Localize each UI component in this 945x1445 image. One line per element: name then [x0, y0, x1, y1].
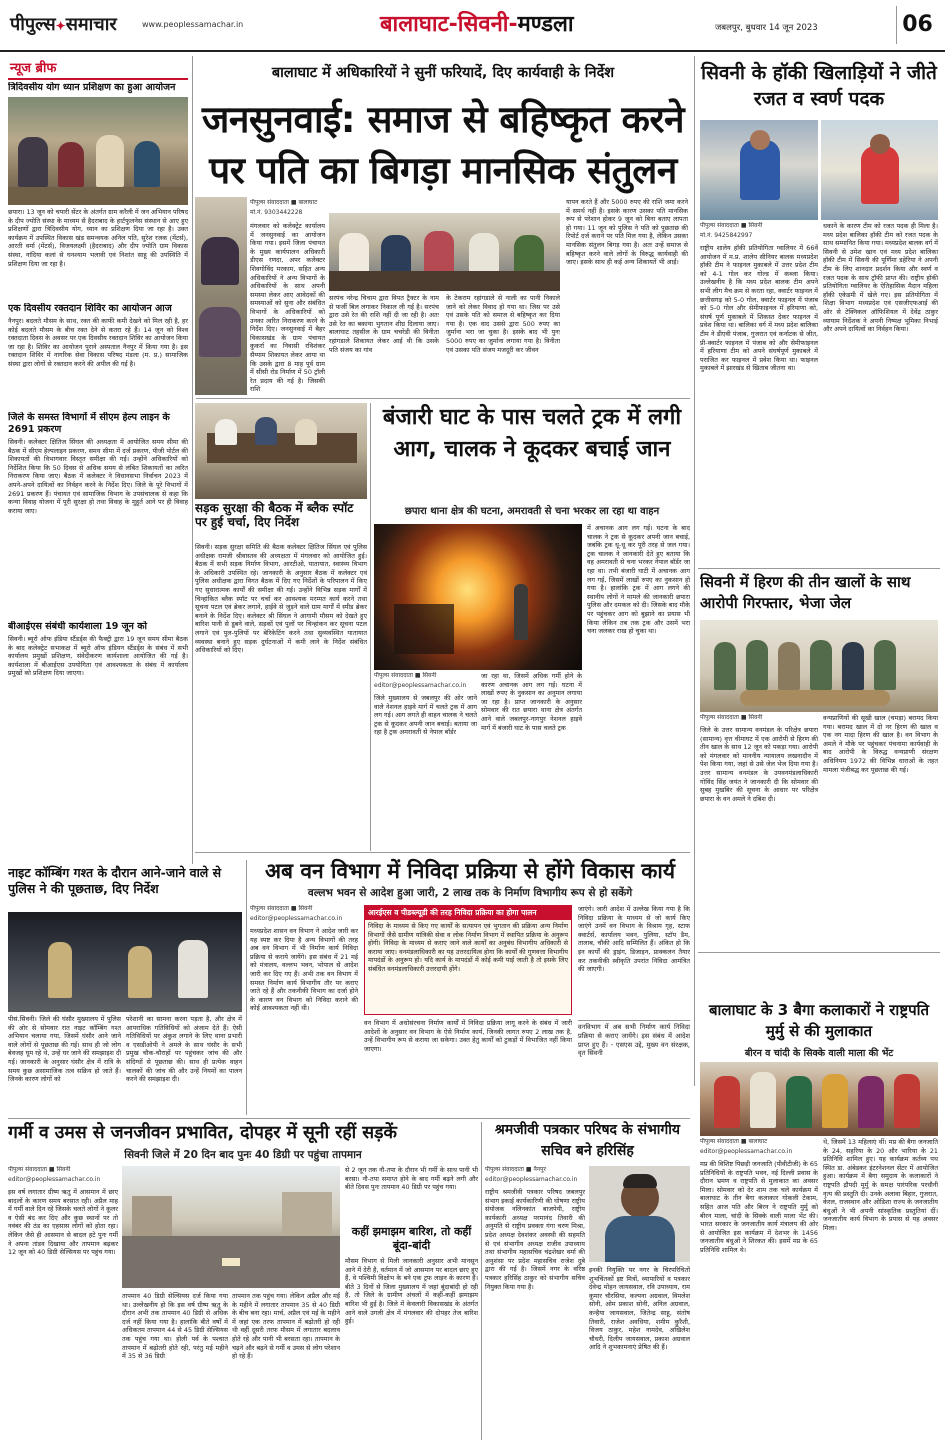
hockey-col1: राष्ट्रीय शालेय हॉकी प्रतियोगिता ग्वालियर में 66वें आयोजन में म.प्र. शालेय सीनियर बालक मध्यप्रदेश हॉकी टीम ने फाइनल मुकाबले में उत्तर प्रदेश टीम को 4-1 गोल कर गोल्ड में कब्जा किया। उल्लेखनीय है कि मध्य प्रदेश बालक टीम अपने सभी लीग मैच क्रम से करता रहा, क्वार्टर फाइनल में छत्तीसगढ़ को 5-0 गोल, क्वार्टर फाइनल में पंजाब को 5-0 गोल और सेमीफाइनल में हरियाणा को, संघर्ष पूर्ण मुकाबले में शिकस्त देकर फाइनल में प्रवेश किया था। बालिका वर्ग में मध्य प्रदेश बालिका टीम ने डीएवी पंजाब, गुजरात एवं कर्नाटक से जीत, प्री-क्वार्टर फाइनल में पंजाब को और सेमीफाइनल में हरियाणा टीम को अपने संघर्षपूर्ण मुकाबले में पराजित कर फाइनल में प्रवेश किया था। फाइनल मुकाबले में झारखंड से खिताब जीतना था।: [700, 244, 818, 373]
hockey-photo-left: [700, 120, 818, 220]
night-combing-col2: परेशानी का सामना करना पड़ता है, और क्षेत्र में आपराधिक गतिविधियों को अंजाम देते हैं। ऐसी गतिविधियों पर अंकुश लगाने के लिए थाना प्रभारी व एसडीओपी ने अमले के साथ घंसौर के सभी प्रमुख चौक-चौराहों पर पहुंचकर जांच की और संदिग्धों से पूछताछ की। साथ ही प्रत्येक वाहन चालकों की जांच की और उन्हें नियमों का पालन करने की समझाइश दी।: [126, 1015, 242, 1084]
fire-subhead: छपारा थाना क्षेत्र की घटना, अमरावती से चना भरकर ला रहा था वाहन: [404, 506, 660, 517]
baiga-byline: पीपुल्स संवाददाता ■ बालाघाट: [700, 1138, 768, 1145]
baiga-col2: थे, जिसमें 13 महिलाएं थीं। मप्र की बैगा जनजाति के 24, सहरिया के 20 और भारिया के 21 प्रतिनिधि शामिल हुए। यह कार्यक्रम कर्तव्य पथ स्थित डा. अंबेडकर इंटरनेशनल सेंटर में आयोजित हुआ। कार्यक्रम में बैगा समुदाय के कलाकारों ने राष्ट्रपति द्रौपदी मुर्मु के समक्ष पारंपरिक परधौनी नृत्य की प्रस्तुति दी। उनके अलावा बिहार, गुजरात, केरल, राजस्थान और ओडिशा राज्य के जनजातीय बंधुओं ने भी अपनी सांस्कृतिक प्रस्तुतियां दीं। जनजातीय कार्य विभाग के प्रयास से यह अवसर मिला।: [823, 1138, 938, 1232]
hockey-photo-right: [821, 120, 938, 220]
brief-item3-headline: जिले के समस्त विभागों में सीएम हेल्प लाइन के 2691 प्रकरण: [8, 412, 170, 435]
night-combing-divider: [246, 860, 247, 1115]
forest-highlight-box: [364, 905, 572, 1015]
baiga-email: editor@peoplessamachar.co.in: [700, 1148, 793, 1155]
journalist-col1: राष्ट्रीय श्रमजीवी पत्रकार परिषद जबलपुर संभाग इकाई कार्यकारिणी की घोषणा राष्ट्रीय संयोजक नलिनकांत बाजपेयी, राष्ट्रीय कार्यकारी अध्यक्ष परमानंद तिवारी की अनुमति से राष्ट्रीय प्रवक्ता गंगा चरण मिश्रा, प्रदेश अध्यक्ष देवशंकर अवस्थी की सहमति से एवं संभागीय अध्यक्ष राजीव उपाध्याय तथा संभागीय महासचिव चंद्रशेखर वर्मा की अनुशंसा पर प्रदेश महासचिव राजेश दुबे द्वारा की गई है। जिसमें नगर के वरिष्ठ पत्रकार हरिसिंह ठाकुर को संभागीय सचिव नियुक्त किया गया है।: [485, 1188, 585, 1291]
forest-subhead: वल्लभ भवन से आदेश हुआ जारी, 2 लाख तक के निर्माण विभागीय रूप से हो सकेंगे: [307, 887, 633, 899]
night-patrol-photo: [8, 912, 242, 1012]
journalist-headline: श्रमजीवी पत्रकार परिषद के संभागीय सचिव बने हरिसिंह: [494, 1122, 681, 1159]
brief-item2-body: नैनपुर। बदलते मौसम के साथ, रक्त की काफी कमी देखने को मिल रही है, हर कोई बदलते मौसम के बीच रक्त देने से कतरा रहे हैं। 14 जून को विश्व रक्तदाता दिवस के अवसर पर एक दिवसीय रक्तदान शिविर का आयोजन किया जा रहा है। शिविर का आयोजन पुराने अस्पताल नैनपुर में किया गया है। इस रक्तदान शिविर में नागरिक सेवा विकास परिषद मंडला (म. प्र.) सामाजिक संस्था द्वारा लोगों से रक्तदान करने की अपील की गई है।: [8, 317, 188, 368]
forest-quote: वनविभाग में अब सभी निर्माण कार्य निविदा प्रक्रिया से कराए जायेंगे। इस संबंध में आदेश प्राप्त हुए हैं। - एसएस उद्दे, मुख्य वन संरक्षक, वृत सिवनी: [578, 1023, 690, 1058]
brief-item1-headline: त्रिदिवसीय योग ध्यान प्रशिक्षण का हुआ आयोजन: [8, 82, 176, 93]
right-column-divider: [694, 56, 695, 1086]
fire-col2: जा रहा था, जिसमें अधिक गर्मी होने के कारण अचानक आग लग गई। घटना में लाखों रुपए के नुकसान का अनुमान लगाया जा रहा है। प्राप्त जानकारी के अनुसार सोमवार की रात छपारा थाना क्षेत्र अंतर्गत आने वाले जबलपुर-नागपुर नेशनल हाइवे मार्ग में बंजारी घाट के पास चलते ट्रक: [481, 672, 582, 732]
lead-col4: यापन करते हैं और 5000 रुपए की राशि जमा करने में समर्थ नहीं है। इसके कारण उसका पति मानसिक रूप से परेशान होकर 9 जून को बिना बताए लापता हो गया। 11 जून को पुलिस ने पति को पूछताछ की रिपोर्ट दर्ज कराने पर पति मिल गया है, लेकिन उसका मानसिक संतुलन बिगड़ गया है। अतः उन्हें समाज से बहिष्कृत करने वाले लोगों के विरुद्ध कार्यवाही की जाए। इसके साथ ही कई अन्य शिकायतें भी आईं।: [566, 198, 688, 267]
journalist-col2: इनकी नियुक्ति पर नगर के चिरपरिचितों शुभचिंतकों इष्ट मित्रों, व्यापारियों व पत्रकार देवेन्द्र मोहन जायसवाल, रवि उपाध्याय, राम कुमार चौरसिया, कल्पना अग्रवाल, विमलेश सोनी, ओम प्रकाश सोनी, अनिल अग्रवाल, कन्हैया जायसवाल, जितेन्द्र साहू, संतोष तिवारी, राजेश अवधिया, शमीम कुरैशी, विजय ठाकुर, महेश नामदेव, अखिलेश चौधरी, दिलीप जायसवाल, प्रकाश अग्रवाल आदि ने शुभकामनाएं प्रेषित की हैं।: [589, 1266, 690, 1352]
brief-item1-body: छपारा। 13 जून को चपारी सेंटर के अंतर्गत ग्राम करैली में जन अभियान परिषद के दीप ज्योति संस्था के माध्यम से हैदराबाद के हार्टफुलनेस संस्थान से आए हुए प्रशिक्षणों द्वारा त्रिदिवसीय योग, ध्यान का प्रशिक्षण दिया जा रहा है। उक्त कार्यक्रम में उपस्थित विकास खंड समन्वयक अनिल पति, सुरेश रजक (मेंटर्स), आरती वर्मा (मेंटर्स), विजयलक्ष्मी (हैदराबाद) और दीप ज्योति ग्राम विकास संस्था, नांदिया कलां से घनश्याम भलावी एवं निशांत साहू की उपस्थिति में प्रशिक्षण दिया जा रहा है।: [8, 208, 188, 268]
news-brief-column: [8, 56, 188, 861]
baiga-col1: मप्र की विशिष्ट पिछड़ी जनजाति (पीवीटीजी) के 65 प्रतिनिधियों के राष्ट्रपति भवन, नई दिल्ली प्रवास के दौरान भ्रमण व राष्ट्रपति से मुलाकात का अवसर मिला। सोमवार को देर शाम तक चले कार्यक्रम में बालाघाट के तीन बैगा कलाकार गोकली टेकाम, सहित आज पति और बिरन ने राष्ट्रपति मुर्मु को बीरन माला, चांदी के सिक्के वाली माला भेंट की। भारत सरकार के जनजातीय कार्य मंत्रालय की ओर से आयोजित इस कार्यक्रम में देशभर के 1456 जनजातीय बंधुओं ने शिरकत की। इसमें मप्र के 65 प्रतिनिधि शामिल थे।: [700, 1160, 818, 1254]
fire-col1: जिले मुख्यालय से जबलपुर की ओर जाने वाले नेशनल हाइवे मार्ग में चलते ट्रक में आग लग गई। आग लगते ही वाहन चालक ने चलते ट्रक से कूदकर अपनी जान बचाई। बताया जा रहा है ट्रक अमरावती से नेपाल बॉर्डर: [374, 694, 477, 737]
lead-col3: के टेकराम रहांगडाले से नाली का पानी निकाले जाने को लेकर विवाद हो गया था। जिस पर उसे एवं उसके पति को समाज से बहिष्कृत कर दिया गया है। एक वाद उससे द्वारा 500 रुपए का जुर्माना भरा जा चुका है। इसके बाद भी पुनः 5000 रुपए का जुर्माना लगाया गया है। विनीता एवं उसका पति संजय मजदूरी कर जीवन: [446, 294, 560, 354]
fire-bottom-rule: [195, 852, 690, 853]
journalist-byline: पीपुल्स संवाददाता ■ नैनपुर: [485, 1166, 546, 1173]
fire-email: editor@peoplessamachar.co.in: [374, 682, 467, 689]
deer-arrest-photo: [700, 620, 938, 712]
hockey-headline: सिवनी के हॉकी खिलाड़ियों ने जीते रजत व स्वर्ण पदक: [701, 62, 937, 110]
hockey-bottom-rule: [698, 568, 940, 569]
lead-headline: जनसुनवाई: समाज से बहिष्कृत करने पर पति का बिगड़ा मानसिक संतुलन: [201, 98, 685, 192]
section-title: [380, 8, 574, 38]
baiga-headline: बालाघाट के 3 बैगा कलाकारों ने राष्ट्रपति मुर्मु से की मुलाकात: [708, 1001, 930, 1040]
night-combing-headline: नाइट कॉम्बिंग गश्त के दौरान आने-जाने वाले से पुलिस ने की पूछताछ, दिए निर्देश: [8, 865, 222, 896]
lead-col2: सरपंच नरेन्द्र चिचाम द्वारा विपत ट्रैक्टर के नाम से फर्जी बिल लगाकर निकाल ली गई है। सरपंच द्वारा उसे रेत की राशि नहीं दी जा रही है। अतः उसे रेत का बकाया भुगतान शीघ्र दिलाया जाए। बालाघाट तहसील के ग्राम चचरेडी की विनीता रहांगडाले शिकायत लेकर आई थी कि उसके पति संजय का गांव: [329, 294, 439, 354]
truck-fire-photo: [374, 524, 582, 670]
logo-star-icon: ✦: [55, 19, 66, 33]
logo-left: पीपुल्स: [10, 14, 56, 35]
lead-bottom-rule: [196, 398, 690, 399]
fire-col3: में अचानक आग लग गई। घटना के बाद चालक ने ट्रक से कूदकर अपनी जान बचाई, जबकि ट्रक धू-धू कर पूरी तरह से जल गया। ट्रक चालक ने जानकारी देते हुए बताया कि वह अमरावती से चना भरकर नेपाल बॉर्डर जा रहा था। तभी बंजारी घाटी में अचानक आग लग गई, जिसमें लाखों रुपए का नुकसान हो गया है। हालांकि ट्रक में आग लगने की स्थानीय लोगों ने मामले की जानकारी छपारा पुलिस और दमकल को दी। जिसके बाद मौके पर पहुंचकर आग को बुझाने का प्रयास भी किया लेकिन तब तक ट्रक और उसमें भरा चना जलकर राख हो चुका था।: [587, 524, 690, 636]
journalist-email: editor@peoplessamachar.co.in: [485, 1176, 578, 1183]
forest-box-title: आरईएस व पीडब्ल्यूडी की तरह निविदा प्रक्रिया का होगा पालन: [365, 906, 571, 920]
road-safety-headline: सड़क सुरक्षा की बैठक में ब्लैक स्पॉट पर हुई चर्चा, दिए निर्देश: [195, 501, 354, 529]
fire-headline: बंजारी घाट के पास चलते ट्रक में लगी आग, चालक ने कूदकर बचाई जान: [382, 405, 682, 462]
forest-col1: मध्यप्रदेश शासन वन विभाग ने आदेश जारी कर यह स्पष्ट कर दिया है अन्य विभागों की तरह अब वन विभाग में भी निर्माण कार्य निविदा प्रक्रिया से कराये जायेंगे। इस संबंध में 21 मई को मंत्रालय, वल्लभ भवन, भोपाल से आदेश जारी कर दिए गए हैं। अभी तक वन विभाग में समस्त निर्माण कार्य विभागीय तौर पर कराए जाते रहे हैं और तकनीकी विभाग का दर्जा होने के कारण वन विभाग को निविदा कराने की कोई आवश्यकता नहीं थी।: [250, 927, 358, 1013]
baiga-subhead: बीरन व चांदी के सिक्के वाली माला की भेंट: [744, 1048, 894, 1059]
section-title-red: बालाघाट-सिवनी-: [380, 12, 518, 37]
hockey-mobile: मो.नं. 9425842997: [700, 232, 753, 239]
heat-col2: तापमान 40 डिग्री सेल्सियस दर्ज किया गया था। उल्लेखनीय हो कि इस वर्ष ग्रीष्म ऋतु के दौरान अभी तक तापमान 40 डिग्री से अधिक दर्ज नहीं किया गया है। हालांकि बीते वर्षों में अधिकतम तापमान 44 से 45 डिग्री सेल्सियस तक पहुंच गया था। होली पर्व के पश्चात तापमान में बढ़ोतरी होते रही, परंतु मई महीने में 35 से 36 डिग्री: [122, 1292, 228, 1361]
lead-mobile: मो.नं. 9303442228: [250, 209, 303, 216]
brief-item3-body: सिवनी। कलेक्टर क्षितिज सिंघल की अध्यक्षता में आयोजित समय सीमा की बैठक में सीएम हेल्पलाइन प्रकरण, समय सीमा में दर्ज प्रकरण, पीजी पोर्टल की शिकायतों की विभागवार विस्तृत समीक्षा की गई। उन्होंने अधिकारियों को निर्देशित किया कि 50 दिवस से अधिक समय से लंबित शिकायतों का त्वरित निराकरण किया जाए। बैठक में कलेक्टर ने विधानसभा निर्वाचन 2023 में अपने-अपने दायित्वों का निर्वहन करने के निर्देश दिए। जिले के पूरे विभागों में 2691 प्रकरण हैं। पंचायत एवं सामाजिक विभाग के उपसंचालक से कहा कि कन्या विवाह योजना में पूरी सुरक्षा हो तथा विवाह के मुहूर्त आने पर ही विवाह कराया जाए।: [8, 438, 188, 515]
hockey-col2: धकाने के कारण टीम को रजत पदक ही मिला है। मध्य प्रदेश बालिका हॉकी टीम को रजत पदक के साथ सम्मानित किया गया। मध्यप्रदेश बालक वर्ग में सिवनी से उमेश खान एवं मध्य प्रदेश बालिका हॉकी टीम में सिवनी की पूर्णिमा डहेरिया ने अपनी टीम के लिए शानदार प्रदर्शन किया और स्वर्ण व रजत पदक के साथ ट्रॉफी प्राप्त की। राष्ट्रीय हॉकी प्रतियोगिता ग्वालियर के ऐतिहासिक मैदान महिला हॉकी एकेडमी में खेले गए। इस प्रतियोगिता में शिक्षा विभाग मध्यप्रदेश एवं एसजीएफआई की ओर से टेक्निकल ऑफिशियल में देवेंद्र ठाकुर व्यायाम निर्देशक ने अपनी निष्पक्ष भूमिका निभाई और अपने दायित्वों का निर्वहन किया।: [823, 222, 938, 334]
deer-byline: पीपुल्स संवाददाता ■ सिवनी: [700, 714, 763, 721]
forest-col3: जाएंगे। जारी आदेश में उल्लेख किया गया है कि निविदा प्रक्रिया के माध्यम से जो कार्य किए जाएंगे उनमें वन विभाग के विश्राम गृह, स्टाफ क्वार्टर्स, कार्यालय भवन, पुलिया, स्टॉप डैम, तालाब, चौकी आदि सम्मिलित हैं। अंकित हो कि इन कार्यों की ड्राइंग, डिजाइन, प्राक्कलन तैयार कर तकनीकी स्वीकृति उपरांत निविदा आमंत्रित की जाएगी।: [578, 905, 690, 974]
page-number: 06: [896, 6, 938, 44]
heat-col3: तापमान तक पहुंच गया। लेकिन अप्रैल और मई के महीने में लगातार तापमान 35 से 40 डिग्री के बीच बना रहा। मार्च, अप्रैल एवं मई के महीने में जहां एक तरफ तापमान में बढ़ोतरी हो रही थी वहीं दूसरी तरफ मौसम में लगातार बदलाव होते रहे और पानी भी बरसता रहा। तापमान के चढ़ने और बढ़ने से गर्मी व उमस से लोग परेशान हो रहे हैं।: [232, 1292, 340, 1361]
heat-col1: इस वर्ष लगातार ग्रीष्म ऋतु में आसमान में छाए बादलों के कारण समय बरसात रही। अप्रैल माह में गर्मी वाले दिन रहे जिसके चलते लोगों ने कूलर व ऐसी बंद कर दिए और कुछ स्थानों पर तो नवंबर की ठंड का एहसास लोगों को होता रहा। लेकिन जैसे ही आसमान से बादल हटे पुनः गर्मी ने अपना तांडव दिखाया और तापमान बढ़कर 12 जून को 40 डिग्री सेल्सियस पर पहुंच गया।: [8, 1188, 118, 1257]
left-column-divider: [192, 56, 193, 864]
brief-item2-headline: एक दिवसीय रक्तदान शिविर का आयोजन आज: [8, 303, 172, 314]
forest-byline: पीपुल्स संवाददाता ■ सिवनी: [250, 905, 313, 912]
jansunwai-meeting-photo: [329, 213, 560, 291]
yoga-photo: [8, 97, 188, 205]
news-brief-label: न्यूज ब्रीफ: [8, 56, 188, 80]
heat-email: editor@peoplessamachar.co.in: [8, 1176, 101, 1183]
harisingh-portrait: [589, 1166, 690, 1262]
heat-byline: पीपुल्स संवाददाता ■ सिवनी: [8, 1166, 71, 1173]
website-url: www.peoplessamachar.in: [142, 20, 244, 29]
night-combing-col1: पीसं.सिवनी। जिले की घंसौर मुख्यालय में पुलिस की ओर से सोमवार रात नाइट कॉम्बिंग गश्त अभियान चलाया गया, जिसमें घंसौर आने जाने वाले लोगों से पूछताछ की गई। साथ ही जो लोग बेवजह घूम रहे थे, उन्हें घर जाने की समझाइश दी गई। जानकारी के अनुसार घंसौर क्षेत्र में रात्रि के समय कुछ असामाजिक तत्व सक्रिय हो जाते हैं। जिनके कारण लोगों को: [8, 1015, 121, 1084]
road-safety-divider: [370, 403, 371, 851]
section-title-black: मण्डला: [517, 12, 574, 37]
heat-headline: गर्मी व उमस से जनजीवन प्रभावित, दोपहर में सूनी रहीं सड़कें: [8, 1123, 397, 1143]
lead-col1: मंगलवार को कलेक्ट्रेट कार्यालय में जनसुनवाई का आयोजन किया गया। इसमें जिला पंचायत के मुख्य कार्यपालन अधिकारी डीएस रणदा, अपर कलेक्टर शिवगोविंद मरकाम, सहित अन्य अधिकारियों ने अन्य विभागों के अधिकारियों के साथ अपनी समस्या लेकर आए आवेदकों की समस्याओं को सुना और संबंधित विभागों के अधिकारियों को उनका त्वरित निराकरण करने के निर्देश दिए। जनसुनवाई में बैहर विकासखंड के ग्राम पंचायत कुकर्रा का निवासी रविशंकर सैय्याम शिकायत लेकर आया था कि उसके द्वारा 8 माह पूर्व ग्राम में सीसी रोड निर्माण में 50 ट्रॉली रेत प्रदाय की गई है। जिसकी राशि: [250, 222, 325, 394]
heat-subhead2: कहीं झमाझम बारिश, तो कहीं बूंदा-बांदी: [351, 1225, 472, 1252]
lead-kicker: बालाघाट में अधिकारियों ने सुनीं फरियादें, दिए कार्यवाही के निर्देश: [271, 65, 615, 81]
forest-bottom-rule: [8, 1118, 690, 1119]
deer-col1: जिले के उत्तर सामान्य वनमंडल के परिक्षेत्र छपारा (सामान्य) वृत्त चीमाघट में एक आरोपी से हिरण की तीन खाल के साथ 12 जून को पकड़ा गया। आरोपी को मंगलवार को माननीय न्यायालय लखनादौन में पेश किया गया, जहां से उसे जेल भेज दिया गया है। उत्तर सामान्य वनमंडल के उपवनमंडलाधिकारी गोविंद सिंह जयंत ने जानकारी दी कि सोमवार की सुबह मुखबिर की सूचना के आधार पर परिक्षेत्र छपारा के वन अमले ने दबिश दी।: [700, 726, 818, 803]
heat-divider: [481, 1122, 482, 1440]
empty-road-photo: [122, 1166, 340, 1288]
heat-subhead: सिवनी जिले में 20 दिन बाद पुनः 40 डिग्री पर पहुंचा तापमान: [124, 1149, 362, 1161]
brief-item4-body: सिवनी। ब्यूरो ऑफ इंडिया स्टैंडर्ड्स की फैक्ट्री द्वारा 19 जून समय सीमा बैठक के बाद कलेक्ट्रेट सभाकक्ष में ब्यूरो ऑफ इंडियन स्टैंडर्ड्स के संबंध में सभी कार्यालय प्रमुखों प्रशिक्षण, संवेदीकरण कार्यशाला आयोजित की गई है। कार्यशाला में बीआईएस उपयोगिता एवं आवश्यकता के संबंध में कार्यालय प्रमुखों को प्रशिक्षण दिया जाएगा।: [8, 635, 188, 678]
fire-byline: पीपुल्स संवाददाता ■ सिवनी: [374, 672, 437, 679]
brief-item4-headline: बीआईएस संबंधी कार्यशाला 19 जून को: [8, 621, 148, 632]
lead-byline: पीपुल्स संवाददाता ■ बालाघाट: [250, 199, 318, 206]
jansunwai-photo: [195, 197, 247, 395]
dateline: जबलपुर, बुधवार 14 जून 2023: [715, 23, 818, 33]
road-safety-photo: [195, 403, 367, 499]
masthead: [0, 0, 945, 52]
hockey-byline: पीपुल्स संवाददाता ■ सिवनी: [700, 222, 763, 229]
logo-right: समाचार: [65, 14, 117, 35]
forest-col2: वन विभाग में अधोसंरचना निर्माण कार्यों में निविदा प्रक्रिया लागू करने के संबंध में जारी आदेशों के अनुसार वन विभाग के ऐसे निर्माण कार्य, जिनकी लागत रुपए 2 लाख तक है, उन्हें विभागीय रूप से कराया जा सकेगा। उक्त हेतु कार्यों को टुकड़ों में विभाजित नहीं किया जाएगा।: [364, 1019, 572, 1053]
deer-col2: वन्यप्राणियों की सूखी खाल (चमड़ा) बरामद किया गया। बरामद खाल में दो नर हिरण की खाल व एक नग मादा हिरण की खाल है। वन विभाग के अमले ने मौके पर पहुंचकर पंचनामा कार्यवाही के बाद आरोपी के विरुद्ध वन्यप्राणी संरक्षण अधिनियम 1972 की विभिन्न धाराओं के तहत मामला पंजीबद्ध कर पूछताछ की गई।: [823, 714, 938, 774]
road-safety-body: सिवनी। सड़क सुरक्षा समिति की बैठक कलेक्टर क्षितिज सिंघल एवं पुलिस अधीक्षक रामजी श्रीवास्तव की अध्यक्षता में मंगलवार को आयोजित हुई। बैठक में सभी सड़क निर्माण विभाग, आरटीओ, यातायात, स्वास्थ्य विभाग के अधिकारी उपस्थित रहे। जानकारी के अनुसार बैठक में कलेक्टर एवं पुलिस अधीक्षक द्वारा विगत बैठक में दिए गए निर्देशों के परिपालन में किए गए सुधारात्मक कार्यों की समीक्षा की गई। उन्होंने विभिन्न सड़क मार्गों में चिन्हांकित ब्लैक स्पॉट पर चर्चा कर आवश्यक मरम्मत कार्य करने तथा सूचना पटल एवं ब्रेकर लगाने, हाईवे से जुड़ने वाले ग्राम मार्गों में स्पीड ब्रेकर बनाने के निर्देश दिए। कलेक्टर श्री सिंघल ने आगामी मौसम को देखते हुए बारिश पानी से डूबने वाले, सड़कों एवं पुलों पर चिन्हांकन कर सूचना पटल लगाने एवं पुल-पुलियों पर बेरिकेटिंग करने तथा सुव्यवस्थित यातायात व्यवस्था बनाने हुए सड़क दुर्घटनाओं में कमी लाने के निर्देश संबंधित अधिकारियों को दिए।: [195, 543, 367, 655]
heat-col4: से 2 जून तक नौ-तपा के दौरान भी गर्मी के साथ पानी भी बरसा। नौ-तपा समाप्त होने के बाद गर्मी बढ़ने लगी और बीते दिवस पुनः तापमान 40 डिग्री पर पहुंच गया।: [345, 1166, 478, 1192]
deer-bottom-rule: [698, 952, 940, 953]
forest-email: editor@peoplessamachar.co.in: [250, 915, 343, 922]
deer-headline: सिवनी में हिरण की तीन खालों के साथ आरोपी गिरफ्तार, भेजा जेल: [700, 573, 911, 612]
heat-col4b: मौसम विभाग से मिली जानकारी अनुसार अभी मानसून आने में देरी है, वर्तमान में जो आसमान पर बादल छाए हुए हैं, वे पश्चिमी विक्षोभ के बने एक ट्रफ लाइन के कारण हैं। बीते 3 दिनों से जिला मुख्यालय में जहां बूंदाबांदी हो रही है, तो जिले के ग्रामीण अंचलों में कहीं-कहीं झमाझम बारिश भी हुई है। जिले में केवलारी विकासखंड के अंतर्गत आने वाले उगली क्षेत्र में मंगलवार की दोपहर तेज बारिश हुई।: [345, 1257, 478, 1326]
forest-headline: अब वन विभाग में निविदा प्रक्रिया से होंगे विकास कार्य: [264, 859, 676, 883]
baiga-president-photo: [700, 1062, 938, 1136]
forest-quote-box: [578, 1020, 690, 1115]
forest-box-text: निविदा के माध्यम से किए गए कार्यों के सत्यापन एवं भुगतान की प्रक्रिया अन्य निर्माण विभागों जैसे ग्रामीण यांत्रिकी सेवा व लोक निर्माण विभाग में स्थापित प्रक्रिया के अनुरूप होगी। निविदा के माध्यम से कराए जाने वाले कार्यों का अनुबंध विभागीय अधिकारी से कराया जाए। वनमंडलाधिकारी का यह उत्तरदायित्व होगा कि कार्यों की गुणवत्ता विभागीय मापदंडों के अनुरूप हो। यदि कार्य के मापदंडों में कोई कमी पाई जाती है तो इसके लिए संबंधित वनमंडलाधिकारी उत्तरदायी होंगे।: [368, 922, 568, 973]
newspaper-logo: [10, 12, 117, 36]
